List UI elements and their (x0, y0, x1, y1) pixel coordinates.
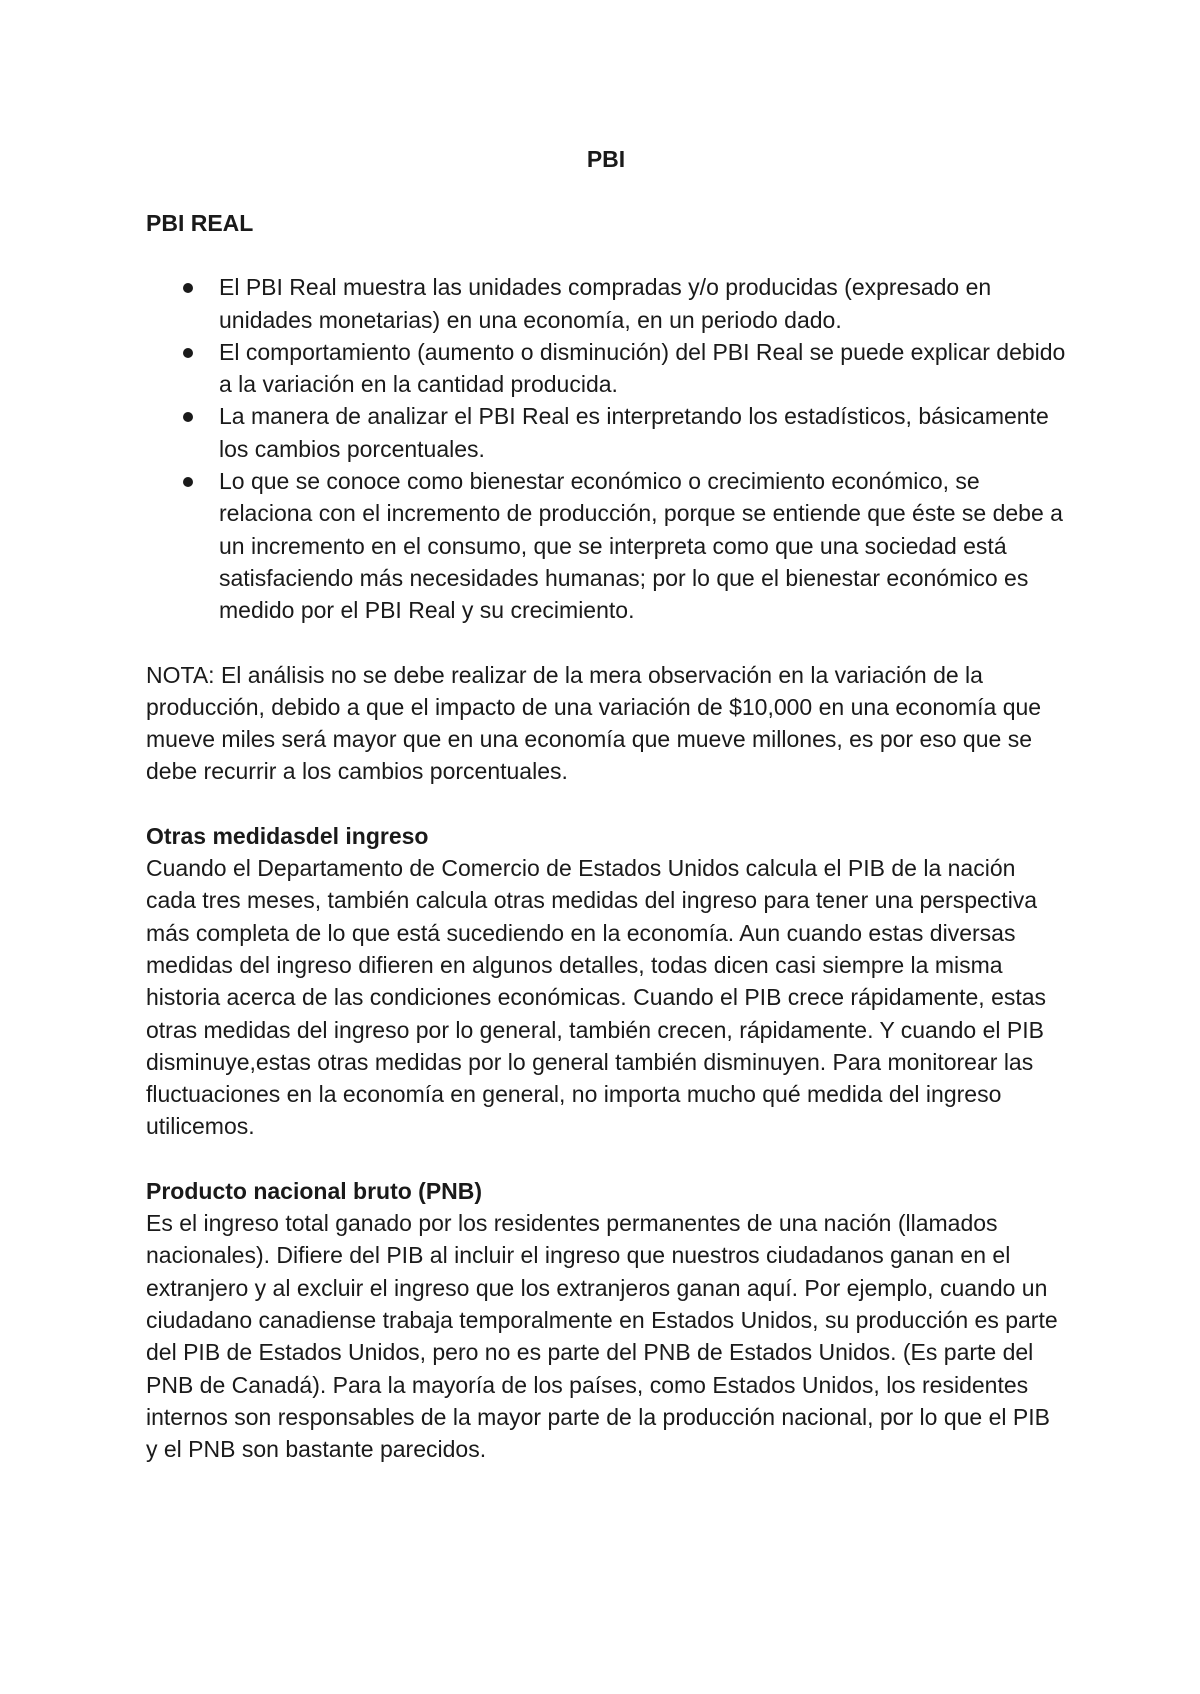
bullet-text: Lo que se conoce como bienestar económico o crecimiento económico, se relaciona con el incremento de producción, porque se entiende que éste se debe a un incremento en el consumo, que se interpreta como que una sociedad está satisfaciendo más necesidades humanas; por lo que el bienestar económico es medido por el PBI Real y su crecimiento. (219, 468, 1063, 624)
bullet-text: El comportamiento (aumento o disminución) del PBI Real se puede explicar debido a la variación en la cantidad producida. (219, 338, 1066, 398)
bullet-icon (183, 412, 193, 422)
otras-medidas-paragraph: Cuando el Departamento de Comercio de Estados Unidos calcula el PIB de la nación cada tres meses, también calcula otras medidas del ingreso para tener una perspectiva más completa de lo que está sucediendo en la economía. Aun cuando estas diversas medidas del ingreso difieren en algunos detalles, todas dicen casi siempre la misma historia acerca de las condiciones económicas. Cuando el PIB crece rápidamente, estas otras medidas del ingreso por lo general, también crecen, rápidamente. Y cuando el PIB disminuye,estas otras medidas por lo general también disminuyen. Para monitorear las fluctuaciones en la economía en general, no importa mucho qué medida del ingreso utilicemos. (146, 855, 1047, 1140)
bullet-icon (183, 348, 193, 358)
list-item (146, 465, 1066, 626)
document-title: PBI (586, 146, 626, 172)
list-item (146, 271, 1066, 336)
pbi-real-bullet-list (146, 271, 1066, 626)
section-heading-pnb: Producto nacional bruto (PNB) (146, 1177, 483, 1204)
bullet-icon (183, 283, 193, 293)
pnb-paragraph: Es el ingreso total ganado por los residentes permanentes de una nación (llamados nacionales). Difiere del PIB al incluir el ingreso que nuestros ciudadanos ganan en el extranjero y al excluir el ingreso que los extranjeros ganan aquí. Por ejemplo, cuando un ciudadano canadiense trabaja temporalmente en Estados Unidos, su producción es parte del PIB de Estados Unidos, pero no es parte del PNB de Estados Unidos. (Es parte del PNB de Canadá). Para la mayoría de los países, como Estados Unidos, los residentes internos son responsables de la mayor parte de la producción nacional, por lo que el PIB y el PNB son bastante parecidos. (146, 1210, 1058, 1463)
section-heading-otras-medidas: Otras medidasdel ingreso (146, 822, 429, 849)
document-content (146, 143, 1066, 1465)
list-item (146, 336, 1066, 401)
bullet-icon (183, 477, 193, 487)
note-paragraph: NOTA: El análisis no se debe realizar de la mera observación en la variación de la producción, debido a que el impacto de una variación de $10,000 en una economía que mueve miles será mayor que en una economía que mueve millones, es por eso que se debe recurrir a los cambios porcentuales. (146, 661, 1042, 785)
section-heading-pbi-real: PBI REAL (146, 210, 254, 236)
bullet-text: La manera de analizar el PBI Real es interpretando los estadísticos, básicamente los cambios porcentuales. (219, 403, 1049, 462)
bullet-text: El PBI Real muestra las unidades compradas y/o producidas (expresado en unidades monetarias) en una economía, en un periodo dado. (219, 274, 992, 333)
list-item (146, 400, 1066, 465)
